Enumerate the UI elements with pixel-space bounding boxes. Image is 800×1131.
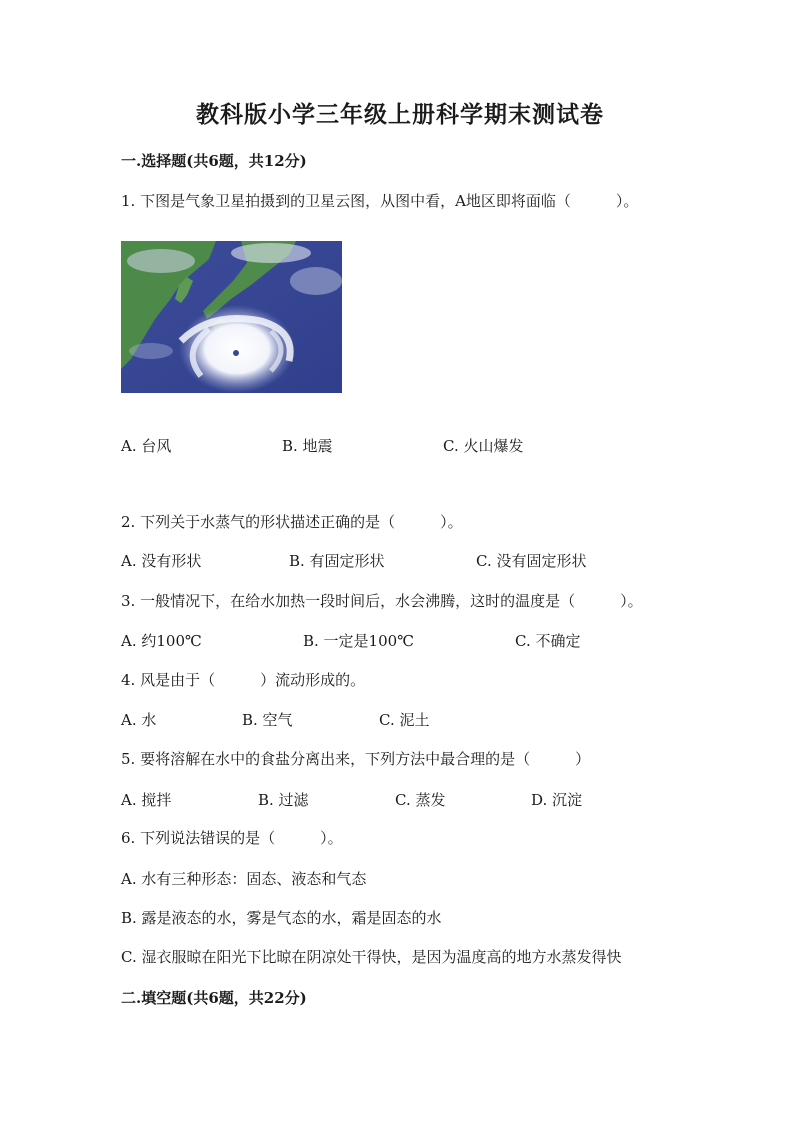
q2-option-b: B. 有固定形状 [289, 552, 385, 570]
q3-option-a: A. 约100℃ [121, 632, 202, 650]
q3-option-b: B. 一定是100℃ [303, 632, 414, 650]
q5-option-c: C. 蒸发 [395, 791, 446, 809]
satellite-cloud-image [121, 241, 342, 393]
section-title-choice: 一.选择题(共6题，共12分) [121, 152, 307, 170]
question-1: 1. 下图是气象卫星拍摄到的卫星云图，从图中看，A地区即将面临（ ）。 [121, 192, 639, 210]
question-3: 3. 一般情况下，在给水加热一段时间后，水会沸腾，这时的温度是（ ）。 [121, 592, 643, 610]
question-5: 5. 要将溶解在水中的食盐分离出来，下列方法中最合理的是（ ） [121, 750, 591, 768]
q5-option-a: A. 搅拌 [121, 791, 172, 809]
q2-option-a: A. 没有形状 [121, 552, 202, 570]
question-6: 6. 下列说法错误的是（ ）。 [121, 829, 343, 847]
question-4: 4. 风是由于（ ）流动形成的。 [121, 671, 366, 689]
q1-option-b: B. 地震 [282, 437, 333, 455]
q5-option-d: D. 沉淀 [531, 791, 583, 809]
q5-option-b: B. 过滤 [258, 791, 309, 809]
q1-option-c: C. 火山爆发 [443, 437, 524, 455]
page-title: 教科版小学三年级上册科学期末测试卷 [196, 101, 604, 128]
q6-option-c: C. 湿衣服晾在阳光下比晾在阴凉处干得快，是因为温度高的地方水蒸发得快 [121, 948, 622, 966]
q4-option-c: C. 泥土 [379, 711, 430, 729]
q4-option-b: B. 空气 [242, 711, 293, 729]
q1-option-a: A. 台风 [121, 437, 172, 455]
q2-option-c: C. 没有固定形状 [476, 552, 587, 570]
question-2: 2. 下列关于水蒸气的形状描述正确的是（ ）。 [121, 513, 463, 531]
q4-option-a: A. 水 [121, 711, 157, 729]
q6-option-a: A. 水有三种形态：固态、液态和气态 [121, 870, 367, 888]
q6-option-b: B. 露是液态的水，雾是气态的水，霜是固态的水 [121, 909, 442, 927]
q3-option-c: C. 不确定 [515, 632, 581, 650]
section-title-fill-blank: 二.填空题(共6题，共22分) [121, 989, 307, 1007]
